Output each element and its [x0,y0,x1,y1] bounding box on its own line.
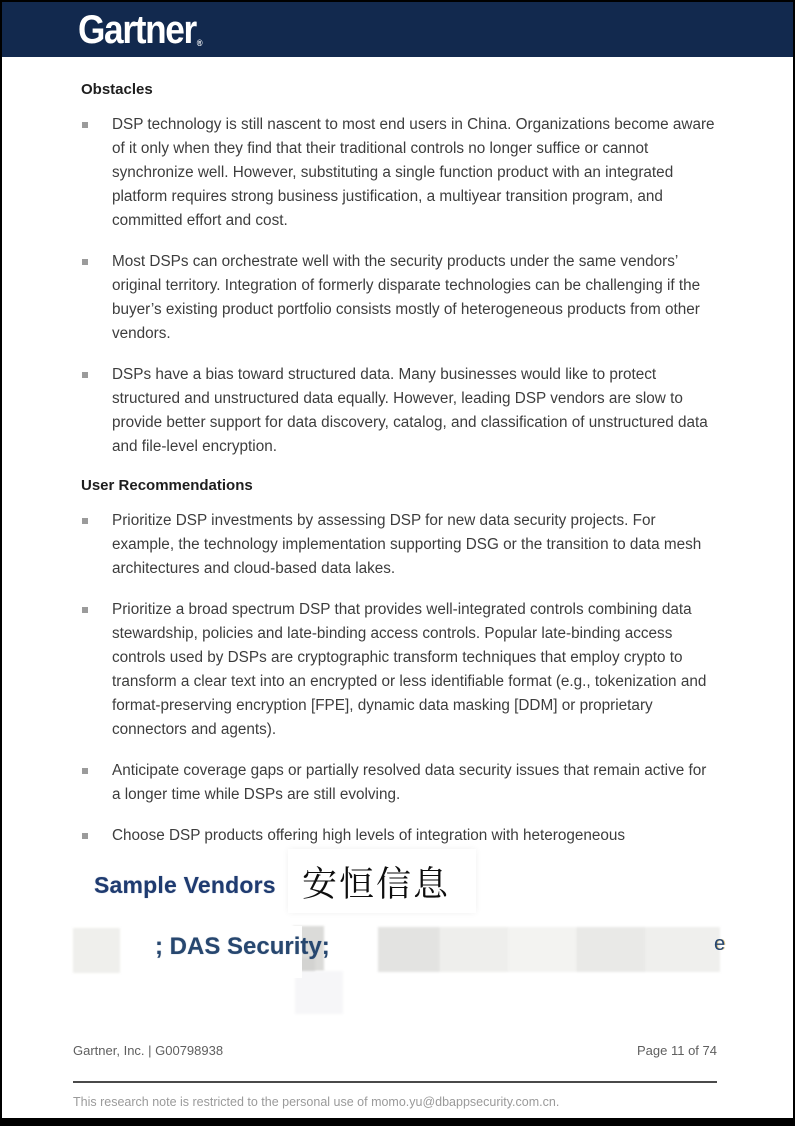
redacted-box [295,971,343,1014]
vendor-name-chinese: 安恒信息 [302,865,451,904]
bullet-item [73,509,715,581]
obstacles-heading: Obstacles [81,81,153,98]
gartner-logo [78,7,202,52]
bullet-text: Choose DSP products offering high levels of integration with heterogeneous [112,827,626,844]
bullet-text: Anticipate coverage gaps or partially resolved data security issues that remain active for a longer time while DSPs are still evolving. [112,762,707,803]
restriction-notice: This research note is restricted to the personal use of momo.yu@dbappsecurity.com.cn. [73,1095,560,1109]
footer-divider [73,1081,717,1083]
header-bar [2,2,793,57]
user-recommendations-bullet-list [73,509,715,848]
obstacles-bullet-list [73,113,715,459]
redacted-box [378,927,720,972]
registered-mark-icon: ® [196,37,202,48]
bullet-item [73,824,715,848]
gartner-logo-text: Gartner [78,7,196,52]
bullet-text: Prioritize DSP investments by assessing DSP for new data security projects. For example, the technology implementation supporting DSG or the transition to data mesh architectures and cloud-based data lakes. [112,512,702,577]
footer-source-line: Gartner, Inc. | G00798938 [73,1043,224,1058]
footer [73,1043,717,1058]
section-user-recommendations [73,477,715,848]
bullet-item [73,363,715,459]
bullet-text: Prioritize a broad spectrum DSP that provides well-integrated controls combining data stewardship, policies and late-binding access controls. Popular late-binding access controls used by DSPs are cryptographic transform techniques that employ crypto to transform a clear text into an encrypted or less identifiable format (e.g., tokenization and format-preserving encryption [FPE], dynamic data masking [DDM] or proprietary connectors and agents). [112,601,707,738]
footer-page-number: Page 11 of 74 [637,1043,717,1058]
page-content [2,57,793,848]
bullet-item [73,759,715,807]
bullet-item [73,250,715,346]
partial-letter: e [714,933,726,955]
bullet-text: Most DSPs can orchestrate well with the security products under the same vendors’ original territory. Integration of formerly disparate technologies can be challenging if the buyer’s existing product portfolio consists mostly of heterogeneous products from other vendors. [112,253,701,342]
section-obstacles [73,81,715,459]
bullet-text: DSP technology is still nascent to most end users in China. Organizations become aware of it only when they find that their traditional controls no longer suffice or cannot synchronize well. However, substituting a single function product with an integrated platform requires strong business justification, a multiyear transition program, and committed effort and cost. [112,116,715,229]
bullet-item [73,113,715,233]
das-security-text: ; DAS Security; [155,933,330,960]
bullet-text: DSPs have a bias toward structured data. Many businesses would like to protect structured and unstructured data equally. However, leading DSP vendors are slow to provide better support for data discovery, catalog, and classification of unstructured data and file-level encryption. [112,366,708,455]
redacted-box [73,928,120,973]
user-recommendations-heading: User Recommendations [81,477,253,494]
sample-vendors-label: Sample Vendors [94,872,276,898]
bullet-item [73,598,715,742]
